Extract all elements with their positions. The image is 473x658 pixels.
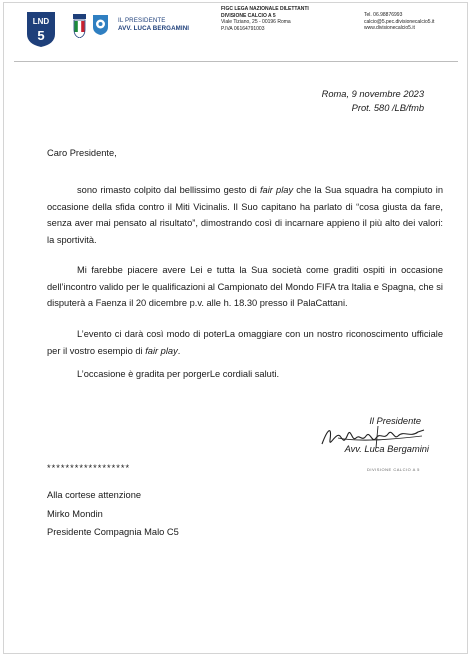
contact-block: [364, 12, 434, 32]
italia-logo: [73, 14, 86, 38]
president-name: AVV. LUCA BERGAMINI: [118, 25, 190, 32]
signature-title: Il Presidente: [369, 416, 421, 426]
lnd-logo: [25, 10, 57, 48]
paragraph-3: L’evento ci darà così modo di poterLa omaggiare con un nostro riconoscimento ufficiale per il vostro esempio di fair play.: [47, 329, 443, 356]
phone: Tel. 06.98876993: [364, 12, 403, 18]
federation-block: [221, 6, 309, 32]
recipient-name: Mirko Mondin: [47, 509, 103, 519]
svg-text:LND: LND: [32, 17, 50, 26]
paragraph-2: Mi farebbe piacere avere Lei e tutta la Sua società come graditi ospiti in occasione dell’incontro valido per le qualificazioni al Campionato del Mondo FIFA tra Italia e Spagna, che si disputerà a Faenza il 20 dicembre p.v. alle h. 18.30 presso il PalaCattani.: [47, 265, 443, 308]
paragraph-1: sono rimasto colpito dal bellissimo gesto di fair play che la Sua squadra ha compiuto in occasione della sfida contro il Miti Vicinalis. Il Suo capitano ha parlato di “cosa giusta da fare, senza aver mai pensato al risultato”, dimostrando così di incarnare appieno il più alto dei valori: la sportività.: [47, 185, 444, 245]
federation-name: FIGC LEGA NAZIONALE DILETTANTI: [221, 6, 309, 12]
signatory-name: Avv. Luca Bergamini: [344, 444, 429, 454]
letter-date: Roma, 9 novembre 2023: [321, 89, 424, 99]
recipient-role: Presidente Compagnia Malo C5: [47, 527, 179, 537]
svg-text:5: 5: [37, 28, 45, 43]
header-divider: [14, 61, 458, 62]
vat-number: P.IVA 06164791003: [221, 25, 265, 32]
letterhead: [0, 0, 473, 60]
division-name: DIVISIONE CALCIO A 5: [221, 12, 276, 19]
paragraph-4: L’occasione è gradita per porgerLe cordiali saluti.: [77, 369, 280, 379]
futsal-logo: [92, 14, 109, 36]
website: www.divisionecalcio5.it: [364, 25, 415, 32]
separator-stars: ******************: [47, 463, 131, 473]
address: Viale Tiziano, 25 - 00196 Roma: [221, 19, 291, 26]
greeting: Caro Presidente,: [47, 148, 117, 158]
attention-line: Alla cortese attenzione: [47, 490, 142, 500]
stamp: DIVISIONE CALCIO A 5: [367, 467, 420, 472]
president-block: [118, 17, 189, 33]
president-title: IL PRESIDENTE: [118, 17, 166, 24]
protocol-number: Prot. 580 /LB/fmb: [351, 103, 424, 113]
email: calcio@5.pec.divisionecalcio5.it: [364, 18, 435, 25]
